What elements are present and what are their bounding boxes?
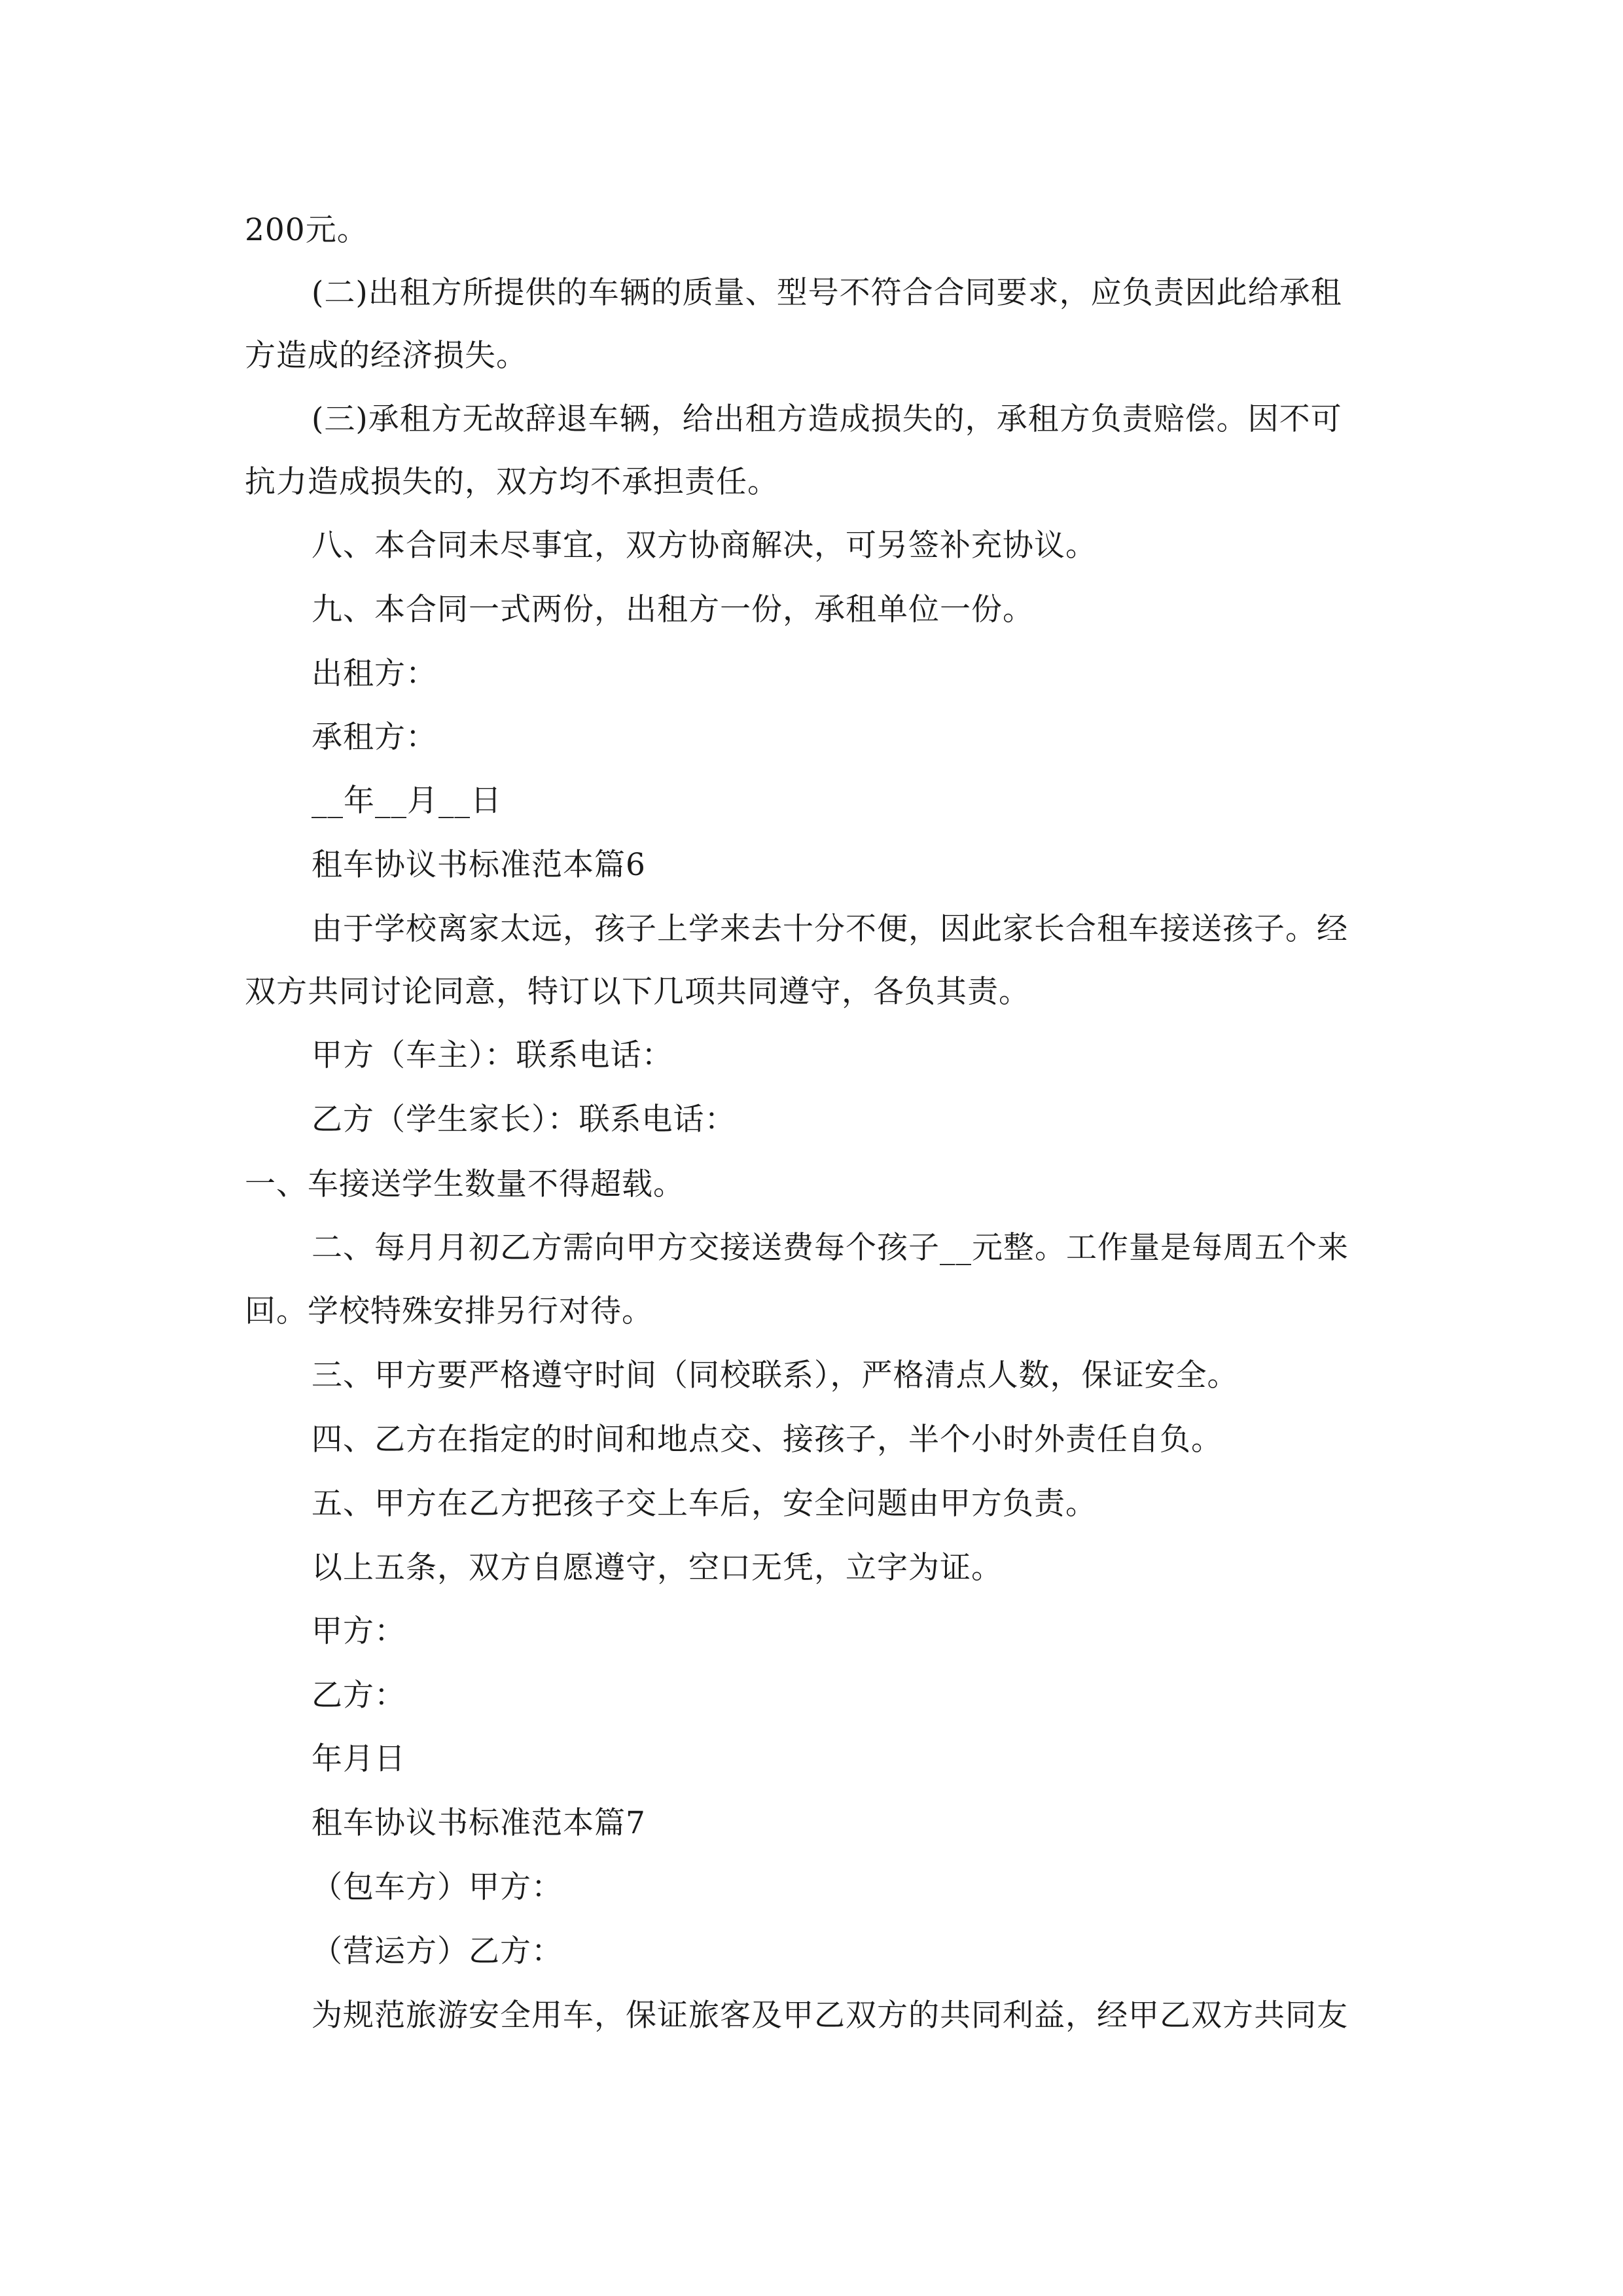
text-line: 200元。 xyxy=(245,212,368,248)
text-line: （营运方）乙方： xyxy=(312,1933,563,1969)
text-line: 甲方（车主）：联系电话： xyxy=(312,1037,673,1073)
text-line: 一、车接送学生数量不得超载。 xyxy=(245,1166,685,1202)
text-line: 八、本合同未尽事宜，双方协商解决，可另签补充协议。 xyxy=(312,528,1097,564)
text-line: 乙方： xyxy=(312,1677,406,1713)
section-heading: 租车协议书标准范本篇6 xyxy=(312,847,646,883)
text-line: 三、甲方要严格遵守时间（同校联系），严格清点人数，保证安全。 xyxy=(312,1357,1239,1393)
text-line: 承租方： xyxy=(312,719,437,755)
text-line: 抗力造成损失的，双方均不承担责任。 xyxy=(245,464,779,500)
text-line: 为规范旅游安全用车，保证旅客及甲乙双方的共同利益，经甲乙双方共同友 xyxy=(312,1998,1348,2034)
text-line: (三)承租方无故辞退车辆，给出租方造成损失的，承租方负责赔偿。因不可 xyxy=(312,401,1342,437)
text-line: 方造成的经济损失。 xyxy=(245,338,527,374)
text-line: 年月日 xyxy=(312,1741,406,1777)
text-line: 出租方： xyxy=(312,656,437,692)
text-line: 四、乙方在指定的时间和地点交、接孩子，半个小时外责任自负。 xyxy=(312,1422,1222,1458)
text-line: 五、甲方在乙方把孩子交上车后，安全问题由甲方负责。 xyxy=(312,1486,1097,1522)
text-line: 以上五条，双方自愿遵守，空口无凭，立字为证。 xyxy=(312,1550,1003,1586)
text-line: 双方共同讨论同意，特订以下几项共同遵守，各负其责。 xyxy=(245,974,1030,1010)
text-line: (二)出租方所提供的车辆的质量、型号不符合合同要求，应负责因此给承租 xyxy=(312,275,1342,311)
text-line: __年__月__日 xyxy=(312,783,502,819)
section-heading: 租车协议书标准范本篇7 xyxy=(312,1805,646,1841)
text-line: 二、每月月初乙方需向甲方交接送费每个孩子__元整。工作量是每周五个来 xyxy=(312,1230,1349,1266)
text-line: 回。学校特殊安排另行对待。 xyxy=(245,1293,653,1329)
text-line: 九、本合同一式两份，出租方一份，承租单位一份。 xyxy=(312,592,1034,628)
text-line: （包车方）甲方： xyxy=(312,1869,563,1905)
text-line: 乙方（学生家长）：联系电话： xyxy=(312,1102,736,1138)
text-line: 由于学校离家太远，孩子上学来去十分不便，因此家长合租车接送孩子。经 xyxy=(312,911,1348,947)
text-line: 甲方： xyxy=(312,1613,406,1649)
